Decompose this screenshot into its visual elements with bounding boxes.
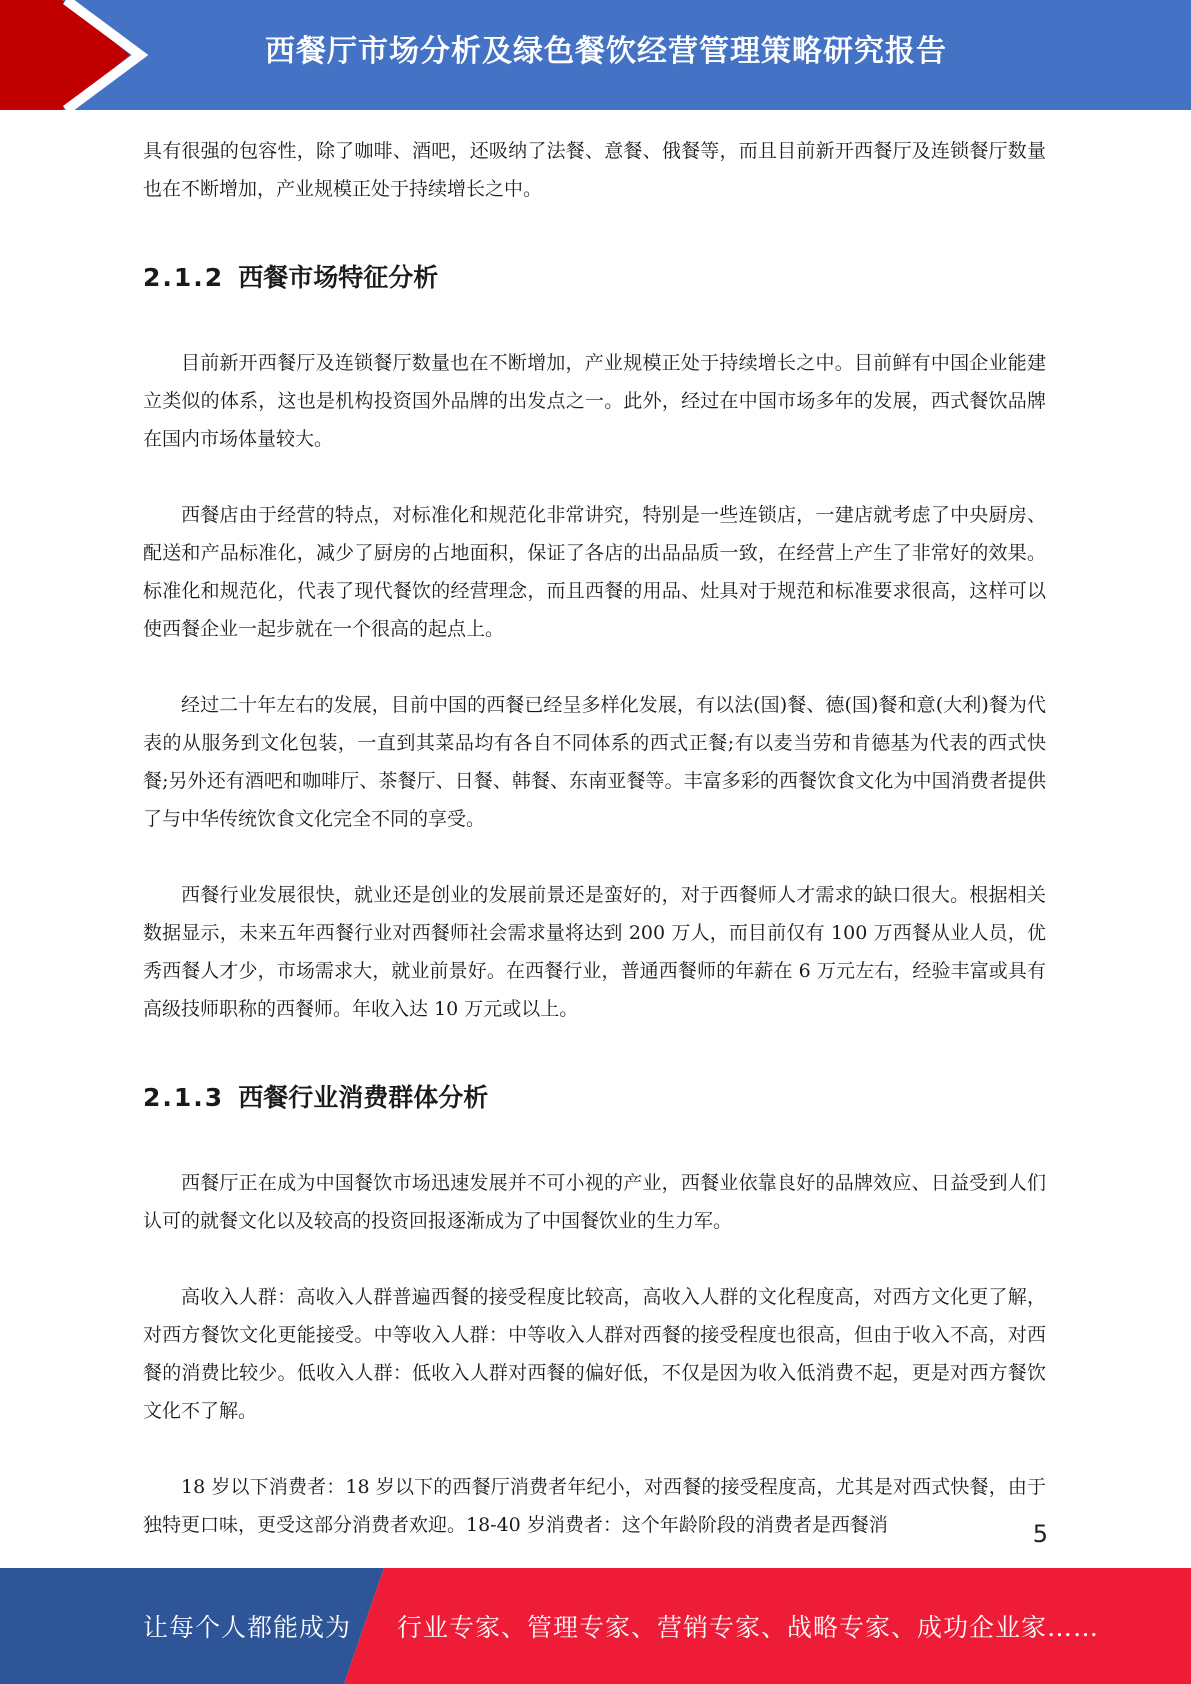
- section-number: 2.1.3: [143, 1083, 225, 1112]
- page-content: [143, 132, 1046, 1544]
- body-paragraph: 西餐店由于经营的特点，对标准化和规范化非常讲究，特别是一些连锁店，一建店就考虑了中央厨房、配送和产品标准化，减少了厨房的占地面积，保证了各店的出品品质一致，在经营上产生了非常好的效果。标准化和规范化，代表了现代餐饮的经营理念，而且西餐的用品、灶具对于规范和标准要求很高，这样可以使西餐企业一起步就在一个很高的起点上。: [143, 504, 1046, 640]
- section-heading-2-1-2: [143, 258, 1046, 294]
- chevron-arrow-icon: [0, 0, 160, 110]
- body-paragraph: 西餐厅正在成为中国餐饮市场迅速发展并不可小视的产业，西餐业依靠良好的品牌效应、日益受到人们认可的就餐文化以及较高的投资回报逐渐成为了中国餐饮业的生力军。: [143, 1172, 1046, 1232]
- section-body-2-1-2: [143, 344, 1046, 1028]
- body-paragraph: 18 岁以下消费者：18 岁以下的西餐厅消费者年纪小，对西餐的接受程度高，尤其是对西式快餐，由于独特更口味，更受这部分消费者欢迎。18-40 岁消费者：这个年龄阶段的消费者是西餐消: [143, 1476, 1046, 1536]
- body-paragraph: 经过二十年左右的发展，目前中国的西餐已经呈多样化发展，有以法(国)餐、德(国)餐和意(大利)餐为代表的从服务到文化包装，一直到其菜品均有各自不同体系的西式正餐;有以麦当劳和肯德基为代表的西式快餐;另外还有酒吧和咖啡厅、茶餐厅、日餐、韩餐、东南亚餐等。丰富多彩的西餐饮食文化为中国消费者提供了与中华传统饮食文化完全不同的享受。: [143, 694, 1046, 830]
- footer-slogan: 让每个人都能成为: [143, 1613, 352, 1642]
- report-title: 西餐厅市场分析及绿色餐饮经营管理策略研究报告: [265, 34, 947, 69]
- page-header: [0, 0, 1191, 110]
- section-body-2-1-3: [143, 1164, 1046, 1544]
- page-number: 5: [1032, 1520, 1048, 1548]
- body-paragraph: 目前新开西餐厅及连锁餐厅数量也在不断增加，产业规模正处于持续增长之中。目前鲜有中国企业能建立类似的体系，这也是机构投资国外品牌的出发点之一。此外，经过在中国市场多年的发展，西式餐饮品牌在国内市场体量较大。: [143, 352, 1046, 450]
- body-paragraph: 高收入人群：高收入人群普遍西餐的接受程度比较高，高收入人群的文化程度高，对西方文化更了解，对西方餐饮文化更能接受。中等收入人群：中等收入人群对西餐的接受程度也很高，但由于收入不高，对西餐的消费比较少。低收入人群：低收入人群对西餐的偏好低，不仅是因为收入低消费不起，更是对西方餐饮文化不了解。: [143, 1286, 1046, 1422]
- page-footer: [0, 1568, 1191, 1684]
- footer-roles: 行业专家、管理专家、营销专家、战略专家、成功企业家……: [397, 1613, 1100, 1642]
- body-paragraph: 西餐行业发展很快，就业还是创业的发展前景还是蛮好的，对于西餐师人才需求的缺口很大。根据相关数据显示，未来五年西餐行业对西餐师社会需求量将达到 200 万人，而目前仅有 100 万西餐从业人员，优秀西餐人才少，市场需求大，就业前景好。在西餐行业，普通西餐师的年薪在 6 万元左右，经验丰富或具有高级技师职称的西餐师。年收入达 10 万元或以上。: [143, 884, 1046, 1020]
- section-heading-2-1-3: [143, 1078, 1046, 1114]
- intro-paragraph: 具有很强的包容性，除了咖啡、酒吧，还吸纳了法餐、意餐、俄餐等，而且目前新开西餐厅及连锁餐厅数量也在不断增加，产业规模正处于持续增长之中。: [143, 140, 1046, 200]
- section-title: 西餐市场特征分析: [238, 263, 439, 292]
- section-number: 2.1.2: [143, 263, 225, 292]
- section-title: 西餐行业消费群体分析: [238, 1083, 489, 1112]
